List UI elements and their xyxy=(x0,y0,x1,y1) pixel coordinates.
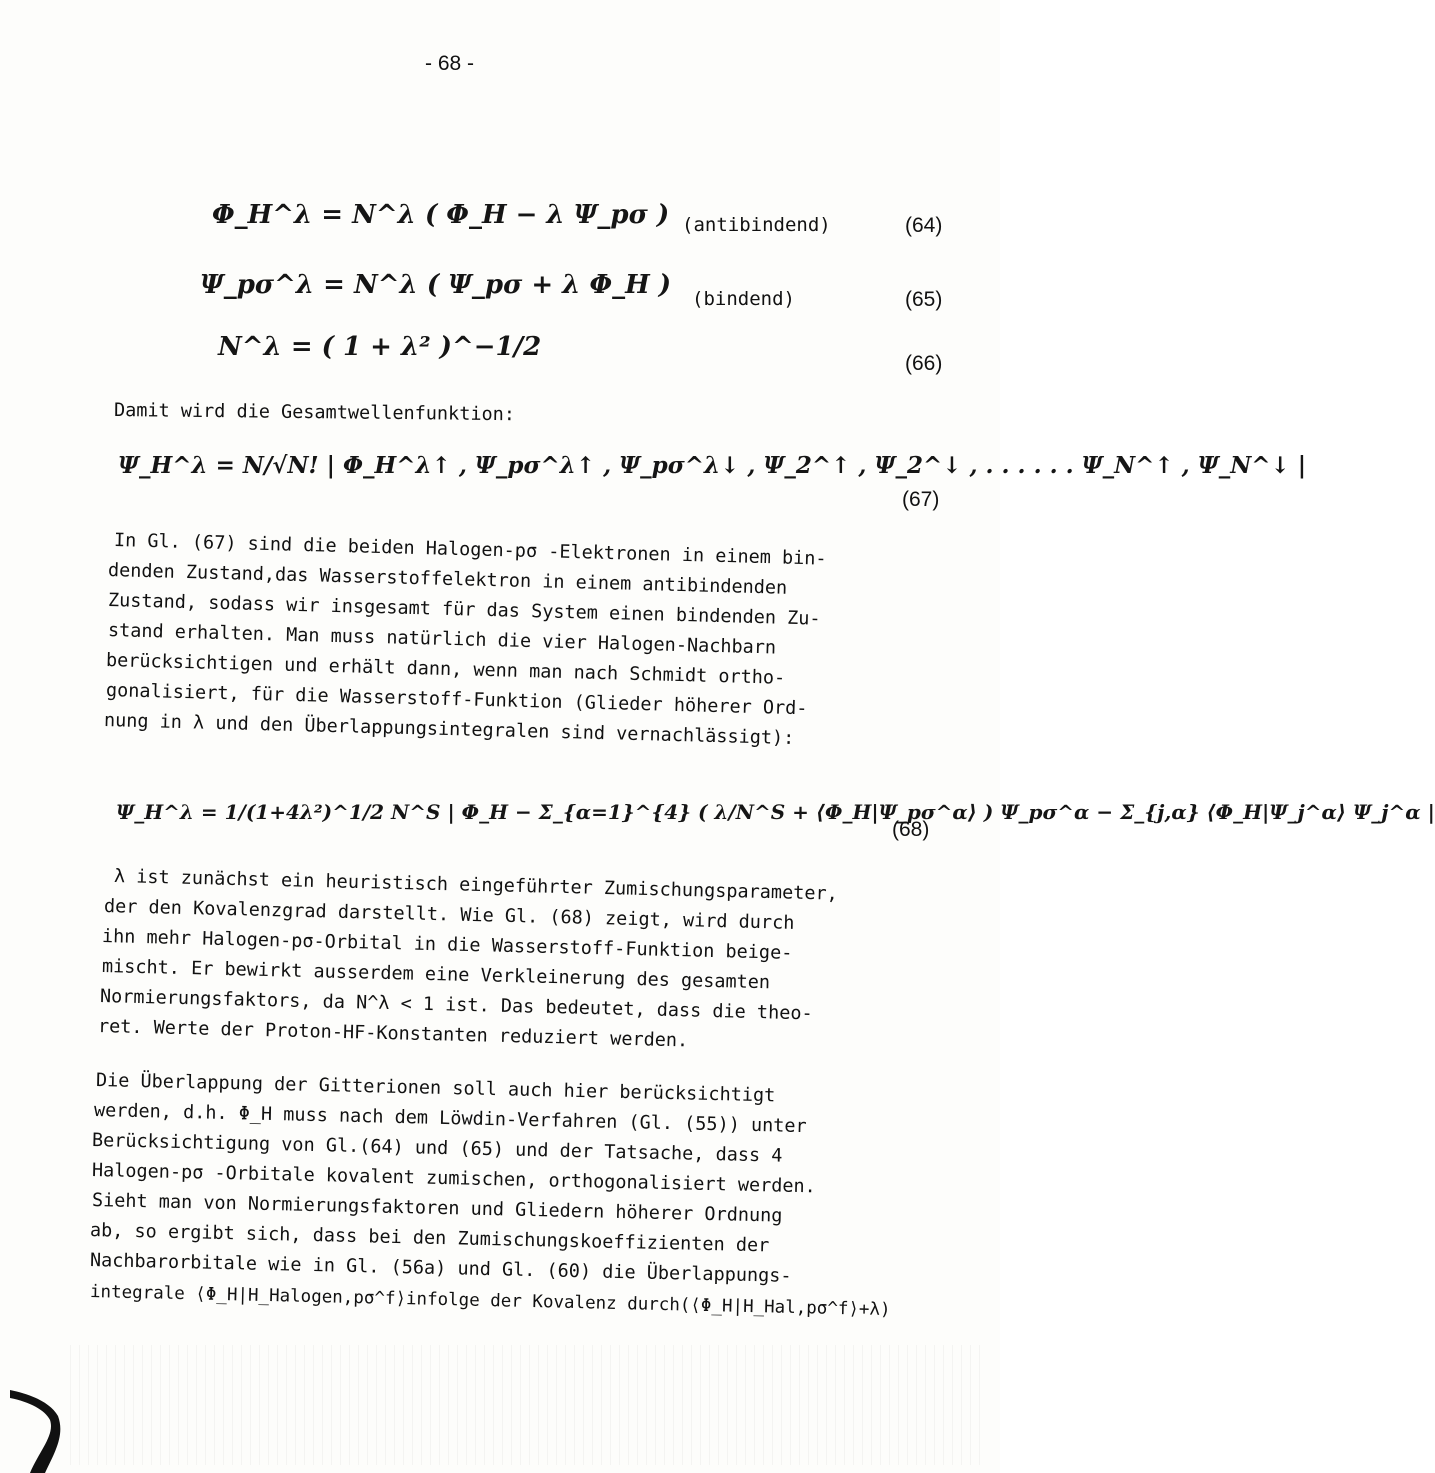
paragraph-2-line: mischt. Er bewirkt ausserdem eine Verkleinerung des gesamten xyxy=(101,956,771,994)
paragraph-3-line: Halogen-pσ -Orbitale kovalent zumischen, orthogonalisiert werden. xyxy=(91,1160,817,1198)
scan-noise xyxy=(70,1345,980,1465)
paragraph-3-line: Nachbarorbitale wie in Gl. (56a) und Gl. (60) die Überlappungs- xyxy=(89,1250,792,1287)
paragraph-3-line: ab, so ergibt sich, dass bei den Zumischungskoeffizienten der xyxy=(89,1220,770,1257)
paragraph-3-line: integrale ⟨Φ_H|H_Halogen,pσ^f⟩infolge der Kovalenz durch(⟨Φ_H|H_Hal,pσ^f⟩+λ) xyxy=(89,1282,891,1321)
paragraph-3-line: werden, d.h. Φ_H muss nach dem Löwdin-Verfahren (Gl. (55)) unter xyxy=(93,1100,807,1138)
equation-67: Ψ_H^λ = N/√N! | Φ_H^λ↑ , Ψ_pσ^λ↑ , Ψ_pσ^λ↓ , Ψ_2^↑ , Ψ_2^↓ , . . . . . . Ψ_N^↑ , Ψ_N^↓ | xyxy=(118,452,1307,479)
paragraph-1-line: berücksichtigen und erhält dann, wenn man nach Schmidt ortho- xyxy=(105,650,786,689)
paragraph-2-line: λ ist zunächst ein heuristisch eingeführter Zumischungsparameter, xyxy=(113,866,839,905)
paragraph-2-line: Normierungsfaktors, da N^λ < 1 ist. Das bedeutet, dass die theo- xyxy=(99,986,813,1025)
paragraph-1-line: stand erhalten. Man muss natürlich die vier Halogen-Nachbarn xyxy=(107,620,777,659)
paragraph-3-line: Sieht man von Normierungsfaktoren und Gliedern höherer Ordnung xyxy=(91,1190,783,1227)
paragraph-1-line: gonalisiert, für die Wasserstoff-Funktion (Glieder höherer Ord- xyxy=(105,680,808,720)
equation-66-number: (66) xyxy=(905,352,943,375)
page-number: - 68 - xyxy=(425,52,475,75)
equation-64: Φ_H^λ = N^λ ( Φ_H − λ Ψ_pσ ) xyxy=(212,200,670,230)
equation-65-number: (65) xyxy=(905,288,943,311)
equation-64-label: (antibindend) xyxy=(682,214,831,236)
equation-68-number: (68) xyxy=(892,818,930,841)
equation-65-label: (bindend) xyxy=(692,288,795,310)
paragraph-2-line: der den Kovalenzgrad darstellt. Wie Gl. (68) zeigt, wird durch xyxy=(103,896,795,934)
equation-64-number: (64) xyxy=(905,214,943,237)
paragraph-1-line: Zustand, sodass wir insgesamt für das System einen bindenden Zu- xyxy=(107,590,821,630)
equation-68: Ψ_H^λ = 1/(1+4λ²)^1/2 N^S | Φ_H − Σ_{α=1}^{4} ( λ/N^S + ⟨Φ_H|Ψ_pσ^α⟩ ) Ψ_pσ^α − Σ_{j,α} ⟨Φ_H|Ψ_j^α⟩ Ψ_j^α | xyxy=(116,800,1435,824)
scan-edge-mark xyxy=(0,1390,70,1473)
paragraph-3-line: Berücksichtigung von Gl.(64) und (65) und der Tatsache, dass 4 xyxy=(91,1130,783,1167)
equation-67-number: (67) xyxy=(902,488,940,511)
paragraph-1-line: denden Zustand,das Wasserstoffelektron in einem antibindenden xyxy=(107,560,788,599)
paragraph-1-line: In Gl. (67) sind die beiden Halogen-pσ -Elektronen in einem bin- xyxy=(113,530,827,570)
paragraph-1-line: nung in λ und den Überlappungsintegralen sind vernachlässigt): xyxy=(103,710,795,750)
equation-66: N^λ = ( 1 + λ² )^−1/2 xyxy=(218,332,542,362)
intro-line: Damit wird die Gesamtwellenfunktion: xyxy=(113,400,516,426)
equation-65: Ψ_pσ^λ = N^λ ( Ψ_pσ + λ Φ_H ) xyxy=(200,270,672,300)
paragraph-2-line: ret. Werte der Proton-HF-Konstanten reduziert werden. xyxy=(97,1016,689,1052)
paragraph-3-line: Die Überlappung der Gitterionen soll auch hier berücksichtigt xyxy=(95,1070,776,1107)
paragraph-2-line: ihn mehr Halogen-pσ-Orbital in die Wasserstoff-Funktion beige- xyxy=(101,926,793,964)
